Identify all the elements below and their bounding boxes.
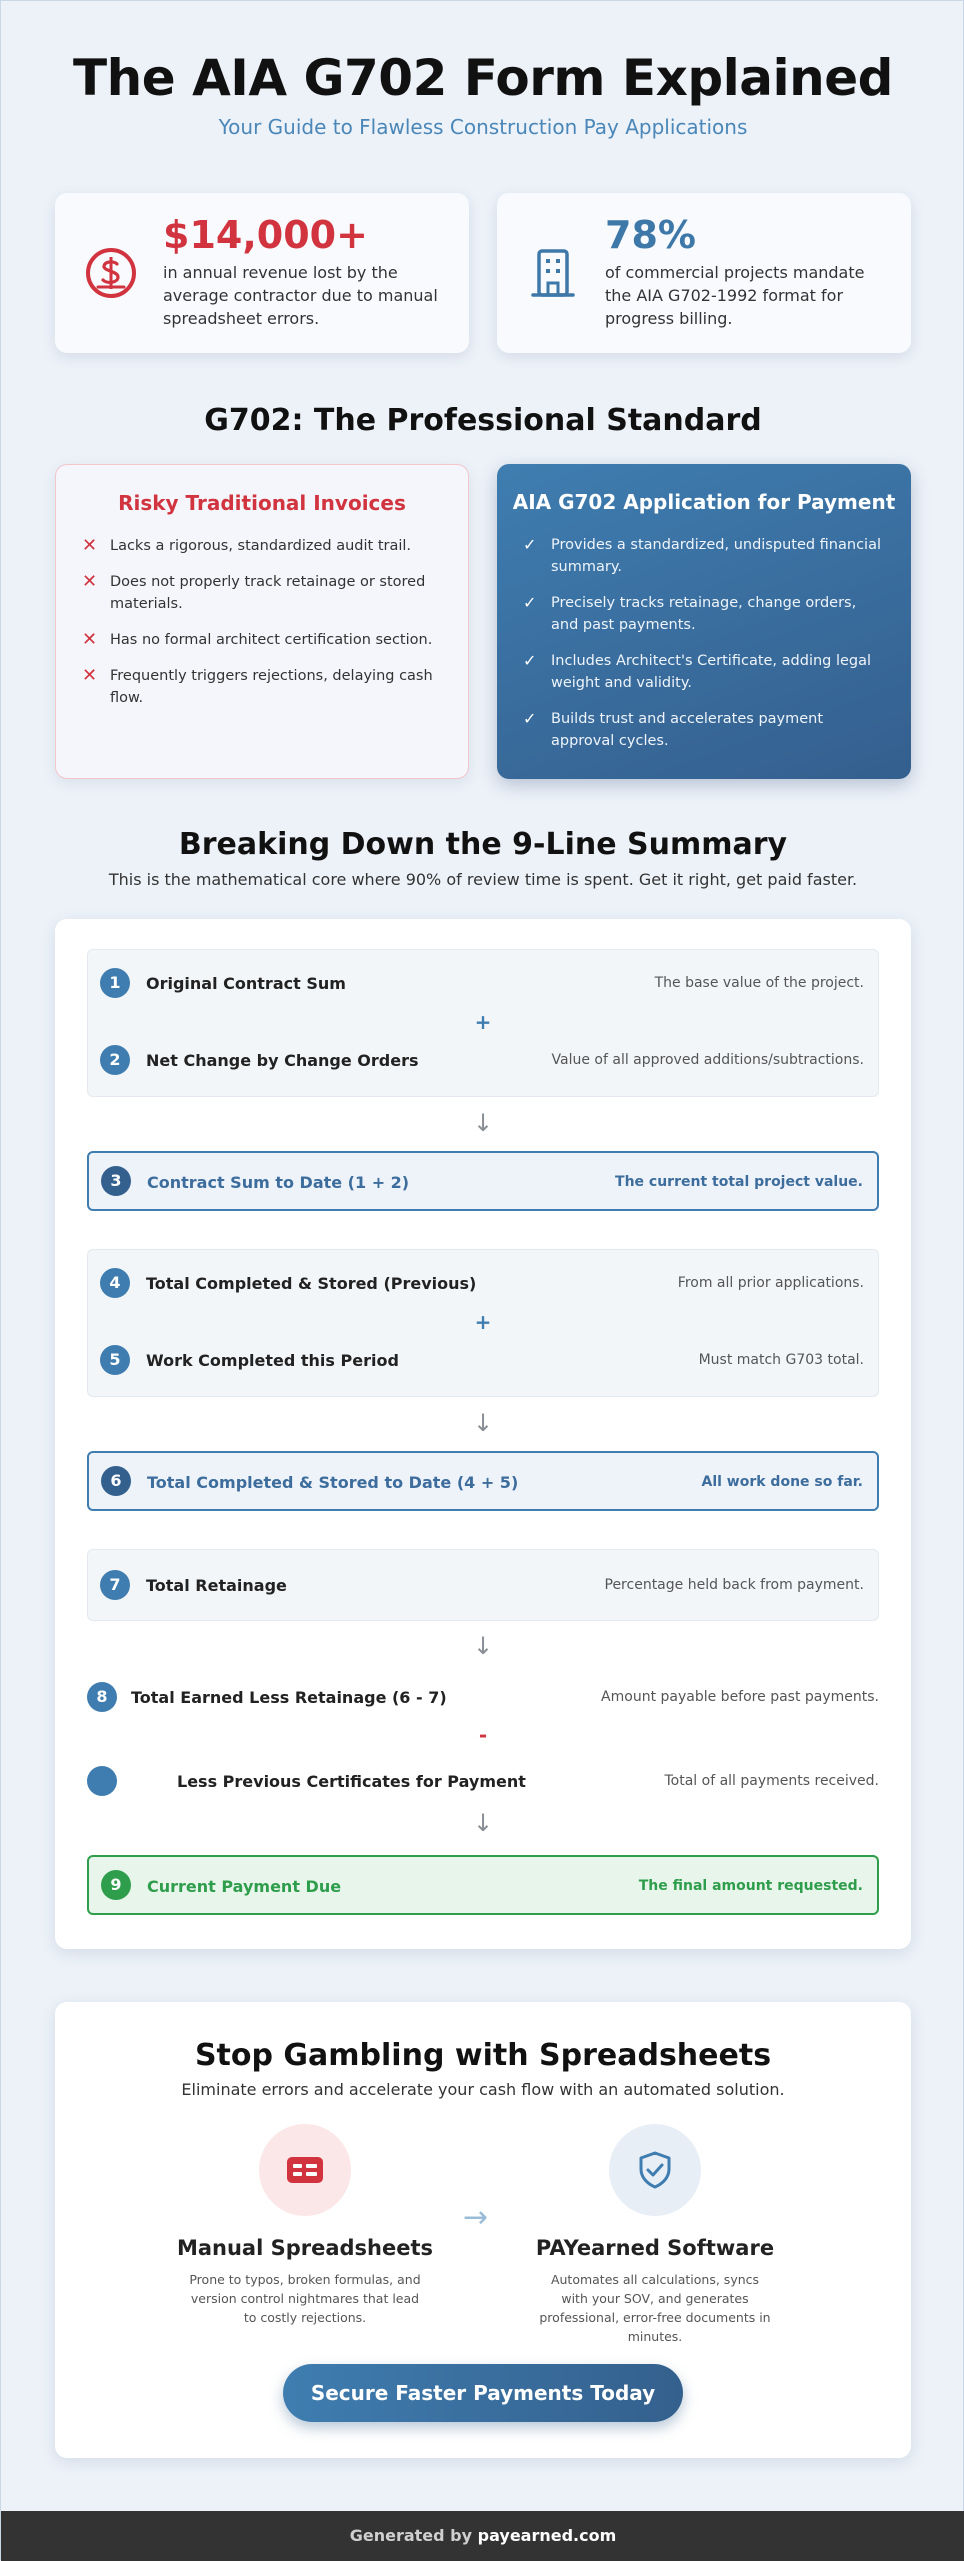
cta-title: Stop Gambling with Spreadsheets xyxy=(194,2038,772,2073)
breakdown-section-subtitle: This is the mathematical core where 90% of review time is spent. Get it right, get paid faster. xyxy=(108,870,858,889)
line-label: Work Completed this Period xyxy=(146,1351,399,1370)
line-number-badge: 2 xyxy=(100,1045,130,1075)
call-to-action-card xyxy=(55,2002,911,2458)
list-item-text: Lacks a rigorous, standardized audit trail. xyxy=(110,538,412,554)
line-description: The final amount requested. xyxy=(638,1878,863,1894)
traditional-invoices-card xyxy=(55,464,469,779)
nine-line-summary-card xyxy=(55,919,911,1949)
spreadsheet-icon xyxy=(259,2124,351,2216)
arrow-down-icon: ↓ xyxy=(472,1109,494,1137)
check-icon: ✓ xyxy=(523,651,537,670)
list-item-text: Builds trust and accelerates payment approval cycles. xyxy=(551,711,824,749)
list-item xyxy=(82,535,442,557)
check-icon: ✓ xyxy=(523,535,537,554)
secure-faster-payments-button[interactable]: Secure Faster Payments Today xyxy=(283,2364,683,2422)
line-description: Amount payable before past payments. xyxy=(601,1689,879,1705)
line-label: Total Completed & Stored to Date (4 + 5) xyxy=(147,1473,519,1492)
summary-group-completed xyxy=(87,1249,879,1397)
payearned-software-option xyxy=(525,2124,785,2346)
list-item-text: Frequently triggers rejections, delaying cash flow. xyxy=(110,668,433,706)
footer-site-link[interactable]: payearned.com xyxy=(477,2526,617,2545)
summary-group-contract xyxy=(87,949,879,1097)
line-number-badge: 6 xyxy=(101,1466,131,1496)
g702-benefits-list xyxy=(523,534,885,766)
list-item xyxy=(523,592,885,636)
line-description: From all prior applications. xyxy=(677,1275,864,1291)
tool-name: Manual Spreadsheets xyxy=(176,2236,434,2260)
list-item xyxy=(523,708,885,752)
list-item xyxy=(82,665,442,709)
plus-operator: + xyxy=(474,1310,492,1334)
stat-value: $14,000+ xyxy=(163,213,368,257)
manual-spreadsheets-option xyxy=(175,2124,435,2327)
cross-icon: ✕ xyxy=(82,535,98,556)
tool-description: Automates all calculations, syncs with your SOV, and generates professional, error-free documents in minutes. xyxy=(539,2272,771,2344)
summary-line-2 xyxy=(88,1040,878,1080)
g702-benefits-title: AIA G702 Application for Payment xyxy=(512,490,896,514)
check-icon: ✓ xyxy=(523,593,537,612)
traditional-invoices-list xyxy=(82,535,442,723)
arrow-down-icon: ↓ xyxy=(472,1632,494,1660)
page-subtitle: Your Guide to Flawless Construction Pay Applications xyxy=(218,115,748,139)
summary-result-line-9 xyxy=(87,1855,879,1915)
summary-line-7 xyxy=(88,1565,878,1605)
comparison-section-title: G702: The Professional Standard xyxy=(204,403,762,438)
line-number-badge xyxy=(87,1766,117,1796)
line-label: Net Change by Change Orders xyxy=(146,1051,419,1070)
line-description: Must match G703 total. xyxy=(698,1352,864,1368)
list-item-text: Provides a standardized, undisputed financial summary. xyxy=(551,537,881,575)
line-number-badge: 7 xyxy=(100,1570,130,1600)
line-label: Total Retainage xyxy=(146,1576,287,1595)
cross-icon: ✕ xyxy=(82,665,98,686)
line-label: Total Earned Less Retainage (6 - 7) xyxy=(131,1688,447,1707)
summary-line-8 xyxy=(87,1677,879,1717)
stat-description: of commercial projects mandate the AIA G702-1992 format for progress billing. xyxy=(605,263,865,328)
g702-benefits-card xyxy=(497,464,911,779)
cta-subtitle: Eliminate errors and accelerate your cash flow with an automated solution. xyxy=(181,2080,785,2099)
tool-description: Prone to typos, broken formulas, and version control nightmares that lead to costly rejections. xyxy=(189,2272,421,2325)
page-title: The AIA G702 Form Explained xyxy=(73,49,893,107)
cross-icon: ✕ xyxy=(82,629,98,650)
stat-value: 78% xyxy=(605,213,696,257)
line-label: Total Completed & Stored (Previous) xyxy=(146,1274,477,1293)
line-description: The current total project value. xyxy=(615,1174,863,1190)
line-description: Value of all approved additions/subtractions. xyxy=(551,1052,864,1068)
stat-card-revenue-loss xyxy=(55,193,469,353)
summary-line-1 xyxy=(88,963,878,1003)
line-description: Total of all payments received. xyxy=(664,1773,879,1789)
line-number-badge: 1 xyxy=(100,968,130,998)
line-number-badge: 4 xyxy=(100,1268,130,1298)
line-number-badge: 5 xyxy=(100,1345,130,1375)
line-number-badge: 8 xyxy=(87,1682,117,1712)
list-item-text: Has no formal architect certification section. xyxy=(110,632,433,648)
list-item xyxy=(523,534,885,578)
summary-result-line-6 xyxy=(87,1451,879,1511)
arrow-right-icon: → xyxy=(463,2200,489,2235)
traditional-invoices-title: Risky Traditional Invoices xyxy=(118,491,406,515)
arrow-down-icon: ↓ xyxy=(472,1809,494,1837)
line-label: Contract Sum to Date (1 + 2) xyxy=(147,1173,410,1192)
line-description: The base value of the project. xyxy=(654,975,864,991)
building-icon xyxy=(525,245,581,301)
summary-group-retainage xyxy=(87,1549,879,1621)
list-item-text: Does not properly track retainage or stored materials. xyxy=(110,574,426,612)
cross-icon: ✕ xyxy=(82,571,98,592)
check-icon: ✓ xyxy=(523,709,537,728)
line-label: Current Payment Due xyxy=(147,1877,342,1896)
summary-line-previous-certificates xyxy=(87,1761,879,1801)
line-label: Original Contract Sum xyxy=(146,974,346,993)
stat-description: in annual revenue lost by the average contractor due to manual spreadsheet errors. xyxy=(163,263,438,328)
breakdown-section-title: Breaking Down the 9-Line Summary xyxy=(178,827,788,862)
footer xyxy=(1,2511,964,2561)
list-item xyxy=(82,571,442,615)
line-number-badge: 3 xyxy=(101,1166,131,1196)
tool-name: PAYearned Software xyxy=(535,2236,775,2260)
list-item-text: Precisely tracks retainage, change orders, and past payments. xyxy=(551,595,857,633)
summary-line-4 xyxy=(88,1263,878,1303)
plus-operator: + xyxy=(474,1010,492,1034)
footer-prefix: Generated by xyxy=(349,2526,473,2545)
summary-line-5 xyxy=(88,1340,878,1380)
line-label: Less Previous Certificates for Payment xyxy=(177,1772,526,1791)
dollar-alert-icon xyxy=(83,245,139,301)
arrow-down-icon: ↓ xyxy=(472,1409,494,1437)
line-description: All work done so far. xyxy=(701,1474,863,1490)
minus-operator: - xyxy=(478,1723,488,1747)
summary-result-line-3 xyxy=(87,1151,879,1211)
list-item xyxy=(82,629,442,651)
stat-card-commercial-projects xyxy=(497,193,911,353)
shield-check-icon xyxy=(609,2124,701,2216)
list-item xyxy=(523,650,885,694)
line-description: Percentage held back from payment. xyxy=(604,1577,864,1593)
line-number-badge: 9 xyxy=(101,1870,131,1900)
list-item-text: Includes Architect's Certificate, adding legal weight and validity. xyxy=(551,653,872,691)
